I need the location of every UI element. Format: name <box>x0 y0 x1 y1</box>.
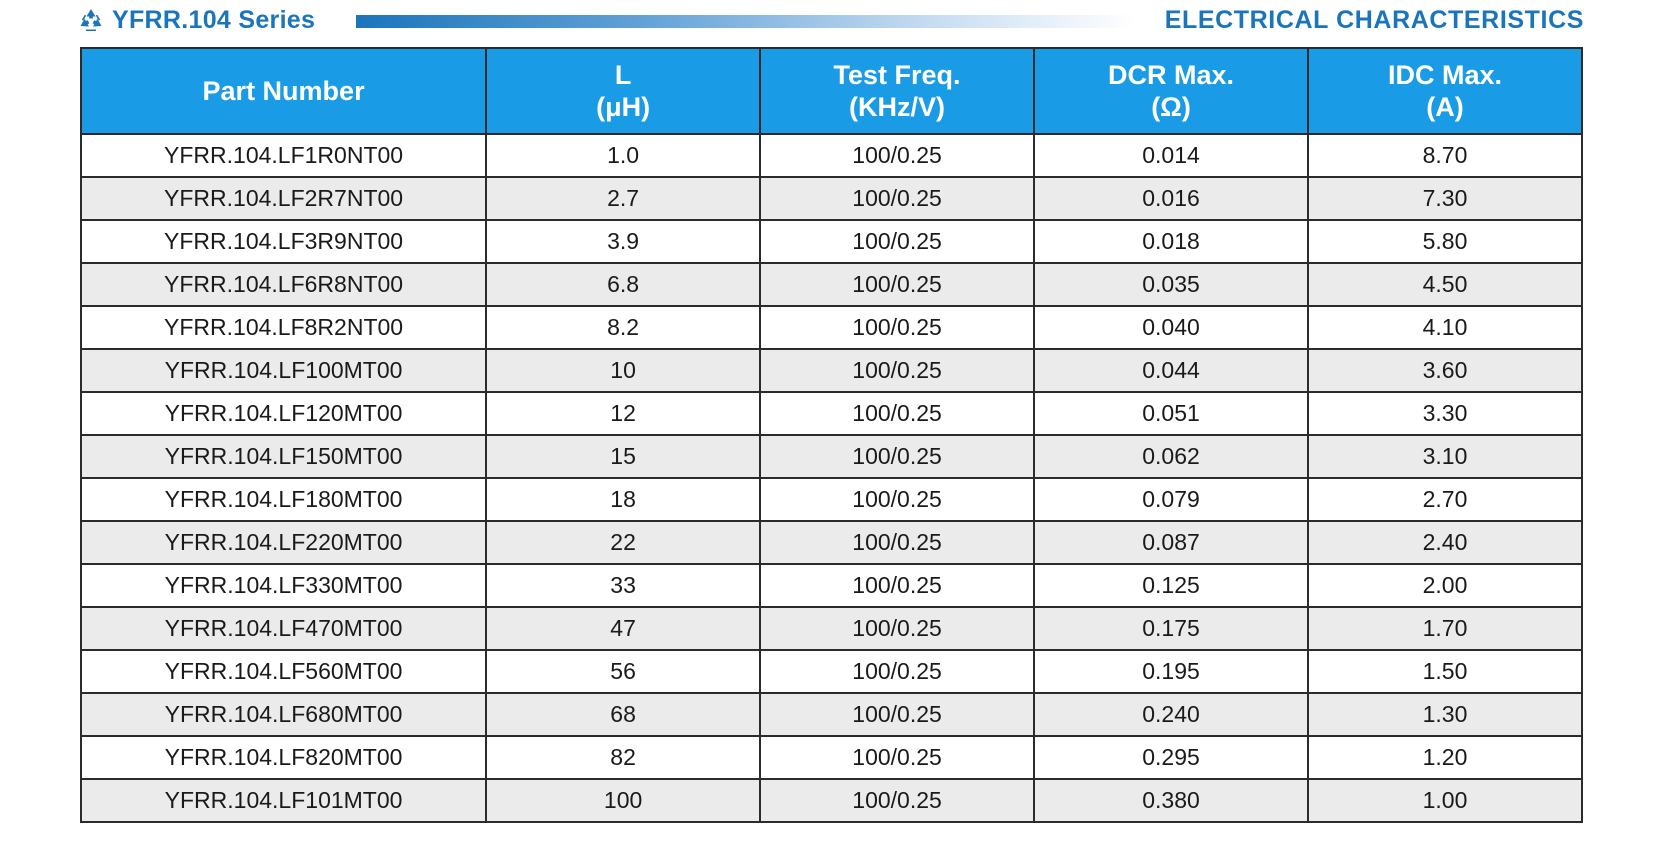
table-cell-dcr-max: 0.035 <box>1034 263 1308 306</box>
table-cell-test-freq: 100/0.25 <box>760 263 1034 306</box>
table-cell-dcr-max: 0.040 <box>1034 306 1308 349</box>
table-cell-dcr-max: 0.195 <box>1034 650 1308 693</box>
table-cell-idc-max: 3.60 <box>1308 349 1582 392</box>
column-header-unit: (A) <box>1426 92 1464 122</box>
table-cell-part-number: YFRR.104.LF180MT00 <box>81 478 486 521</box>
table-cell-inductance: 2.7 <box>486 177 760 220</box>
table-cell-inductance: 100 <box>486 779 760 822</box>
column-header-inductance <box>486 48 760 134</box>
table-row <box>81 607 1582 650</box>
table-cell-idc-max: 1.30 <box>1308 693 1582 736</box>
table-row <box>81 693 1582 736</box>
header-gradient-bar <box>356 15 1136 28</box>
table-cell-part-number: YFRR.104.LF150MT00 <box>81 435 486 478</box>
table-cell-inductance: 18 <box>486 478 760 521</box>
table-cell-inductance: 12 <box>486 392 760 435</box>
table-row <box>81 263 1582 306</box>
table-cell-dcr-max: 0.295 <box>1034 736 1308 779</box>
table-row <box>81 736 1582 779</box>
table-cell-dcr-max: 0.240 <box>1034 693 1308 736</box>
table-cell-inductance: 10 <box>486 349 760 392</box>
table-cell-idc-max: 2.70 <box>1308 478 1582 521</box>
table-cell-part-number: YFRR.104.LF3R9NT00 <box>81 220 486 263</box>
table-cell-inductance: 47 <box>486 607 760 650</box>
column-header-unit: (Ω) <box>1151 92 1191 122</box>
table-row <box>81 779 1582 822</box>
table-cell-inductance: 3.9 <box>486 220 760 263</box>
table-cell-test-freq: 100/0.25 <box>760 607 1034 650</box>
table-cell-part-number: YFRR.104.LF470MT00 <box>81 607 486 650</box>
table-cell-part-number: YFRR.104.LF680MT00 <box>81 693 486 736</box>
table-cell-part-number: YFRR.104.LF120MT00 <box>81 392 486 435</box>
table-body <box>81 134 1582 822</box>
table-cell-idc-max: 1.70 <box>1308 607 1582 650</box>
table-cell-part-number: YFRR.104.LF6R8NT00 <box>81 263 486 306</box>
table-cell-dcr-max: 0.018 <box>1034 220 1308 263</box>
table-cell-part-number: YFRR.104.LF8R2NT00 <box>81 306 486 349</box>
table-row <box>81 220 1582 263</box>
table-cell-idc-max: 2.40 <box>1308 521 1582 564</box>
table-row <box>81 435 1582 478</box>
table-cell-dcr-max: 0.062 <box>1034 435 1308 478</box>
table-cell-dcr-max: 0.014 <box>1034 134 1308 177</box>
column-header-unit: (KHz/V) <box>849 92 946 122</box>
column-header-label: IDC Max. <box>1387 60 1502 90</box>
table-cell-inductance: 8.2 <box>486 306 760 349</box>
page-header <box>0 0 1654 44</box>
table-cell-dcr-max: 0.125 <box>1034 564 1308 607</box>
recycle-icon <box>78 7 104 33</box>
table-cell-idc-max: 4.10 <box>1308 306 1582 349</box>
table-row <box>81 134 1582 177</box>
table-cell-test-freq: 100/0.25 <box>760 220 1034 263</box>
section-title: ELECTRICAL CHARACTERISTICS <box>1164 6 1584 34</box>
table-row <box>81 177 1582 220</box>
table-cell-part-number: YFRR.104.LF560MT00 <box>81 650 486 693</box>
table-cell-test-freq: 100/0.25 <box>760 349 1034 392</box>
column-header-label: Test Freq. <box>833 60 961 90</box>
table-cell-part-number: YFRR.104.LF100MT00 <box>81 349 486 392</box>
table-cell-test-freq: 100/0.25 <box>760 435 1034 478</box>
table-cell-dcr-max: 0.051 <box>1034 392 1308 435</box>
table-row <box>81 392 1582 435</box>
table-cell-dcr-max: 0.380 <box>1034 779 1308 822</box>
table-cell-test-freq: 100/0.25 <box>760 736 1034 779</box>
table-row <box>81 306 1582 349</box>
column-header-unit: (μH) <box>596 92 651 122</box>
table-cell-test-freq: 100/0.25 <box>760 779 1034 822</box>
table-cell-dcr-max: 0.079 <box>1034 478 1308 521</box>
table-cell-test-freq: 100/0.25 <box>760 650 1034 693</box>
electrical-characteristics-table <box>80 47 1583 823</box>
column-header-label: L <box>614 60 632 90</box>
table-cell-idc-max: 1.50 <box>1308 650 1582 693</box>
table-cell-idc-max: 3.30 <box>1308 392 1582 435</box>
table-cell-idc-max: 7.30 <box>1308 177 1582 220</box>
table-cell-idc-max: 1.20 <box>1308 736 1582 779</box>
table-row <box>81 521 1582 564</box>
table-cell-test-freq: 100/0.25 <box>760 392 1034 435</box>
table-cell-idc-max: 2.00 <box>1308 564 1582 607</box>
table-cell-part-number: YFRR.104.LF2R7NT00 <box>81 177 486 220</box>
table-cell-part-number: YFRR.104.LF820MT00 <box>81 736 486 779</box>
table-row <box>81 478 1582 521</box>
table-cell-inductance: 15 <box>486 435 760 478</box>
column-header-dcr-max <box>1034 48 1308 134</box>
column-header-label: Part Number <box>202 76 365 106</box>
table-cell-test-freq: 100/0.25 <box>760 478 1034 521</box>
column-header-label: DCR Max. <box>1107 60 1235 90</box>
table-cell-test-freq: 100/0.25 <box>760 306 1034 349</box>
table-cell-idc-max: 5.80 <box>1308 220 1582 263</box>
table-cell-dcr-max: 0.044 <box>1034 349 1308 392</box>
table-cell-test-freq: 100/0.25 <box>760 564 1034 607</box>
table-cell-part-number: YFRR.104.LF330MT00 <box>81 564 486 607</box>
column-header-idc-max <box>1308 48 1582 134</box>
table-cell-dcr-max: 0.175 <box>1034 607 1308 650</box>
table-cell-test-freq: 100/0.25 <box>760 521 1034 564</box>
table-cell-idc-max: 1.00 <box>1308 779 1582 822</box>
table-cell-dcr-max: 0.087 <box>1034 521 1308 564</box>
table-cell-idc-max: 3.10 <box>1308 435 1582 478</box>
table-cell-test-freq: 100/0.25 <box>760 134 1034 177</box>
table-cell-idc-max: 8.70 <box>1308 134 1582 177</box>
table-cell-test-freq: 100/0.25 <box>760 177 1034 220</box>
table-cell-inductance: 82 <box>486 736 760 779</box>
table-cell-inductance: 33 <box>486 564 760 607</box>
table-cell-dcr-max: 0.016 <box>1034 177 1308 220</box>
table-cell-inductance: 22 <box>486 521 760 564</box>
table-cell-inductance: 68 <box>486 693 760 736</box>
table-cell-part-number: YFRR.104.LF1R0NT00 <box>81 134 486 177</box>
table-cell-inductance: 6.8 <box>486 263 760 306</box>
table-cell-test-freq: 100/0.25 <box>760 693 1034 736</box>
series-title: YFRR.104 Series <box>112 6 316 34</box>
table-cell-inductance: 1.0 <box>486 134 760 177</box>
table-row <box>81 564 1582 607</box>
table-row <box>81 650 1582 693</box>
table-cell-idc-max: 4.50 <box>1308 263 1582 306</box>
table-cell-part-number: YFRR.104.LF220MT00 <box>81 521 486 564</box>
column-header-part-number <box>81 48 486 134</box>
table-row <box>81 349 1582 392</box>
table-header-row <box>81 48 1582 134</box>
table-cell-inductance: 56 <box>486 650 760 693</box>
table-cell-part-number: YFRR.104.LF101MT00 <box>81 779 486 822</box>
column-header-test-freq <box>760 48 1034 134</box>
